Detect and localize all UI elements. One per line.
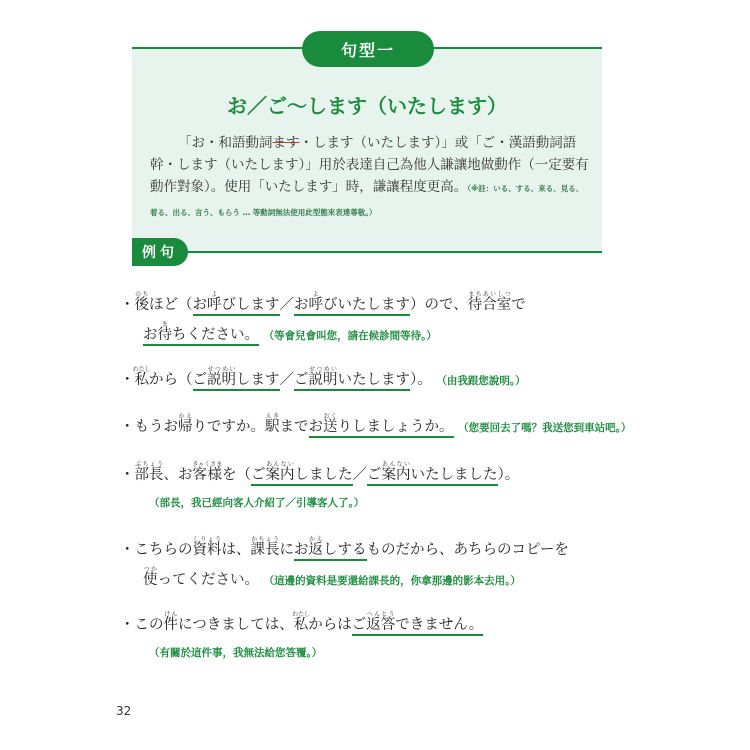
page-number: 32	[116, 704, 132, 718]
example-translation: （有關於這件事，我無法給您答覆。）	[149, 647, 323, 659]
example-sentence-continued: 使つかってください。 （這邊的資料是要還給課長的，你拿那邊的影本去用。）	[143, 566, 521, 588]
highlight-phrase: お返かえしする	[294, 542, 367, 561]
example-sentence: ・私わたしから（ご説明せつめいします／ご説明せつめいいたします）。 （由我跟您說明。）	[120, 365, 620, 395]
example-translation: （這邊的資料是要還給課長的，你拿那邊的影本去用。）	[263, 575, 521, 587]
examples-label: 例句	[132, 238, 188, 266]
highlight-phrase: お呼よびいたします	[294, 297, 410, 316]
pattern-title: お／ご～します（いたします）	[227, 94, 507, 118]
example-sentence: ・後のちほど（お呼よびします／お呼よびいたします）ので、待合室まちあいしつで	[120, 290, 620, 320]
highlight-phrase: ご案内あんないしました	[251, 467, 353, 486]
example-sentence: ・もうお帰かえりですか。駅えきまでお送おくりしましょうか。 （您要回去了嗎？我送您到車站吧。）	[120, 412, 620, 442]
pattern-note: （※註：いる、する、来る、見る、着る、出る、言う、もらう … 等動詞無法使用此型態來表達尊敬。）	[150, 184, 584, 217]
strikethrough-masu: ます	[272, 135, 300, 151]
example-1	[120, 290, 620, 350]
highlight-phrase: ご説明せつめいいたします	[294, 372, 410, 391]
example-3	[120, 412, 632, 442]
highlight-phrase: お送おくりしましょうか。	[309, 419, 454, 438]
pattern-description: 「お・和語動詞ます・します（いたします）」或「ご・漢語動詞語幹・します（いたします）」用於表達自己為他人謙讓地做動作（一定要有動作對象）。使用「いたします」時，謙讓程度更高。（※註：いる、する、来る、見る、着る、出る、言う、もらう … 等動詞無法使用此型態來表達尊敬。）	[150, 135, 589, 217]
example-sentence: ・こちらの資料しりょうは、課長かちょうにお返かえしするものだから、あちらのコピーを	[120, 535, 620, 565]
highlight-phrase: お待まちください。	[143, 327, 259, 346]
example-translation: （等會兒會叫您，請在候診間等待。）	[263, 330, 437, 342]
highlight-phrase: ご案内あんないいたしました	[367, 467, 498, 486]
example-2	[120, 365, 620, 395]
pattern-label: 句型一	[302, 31, 434, 67]
highlight-phrase: お呼よびします	[193, 297, 280, 316]
example-sentence-continued	[120, 320, 620, 350]
example-sentence: ・この件けんにつきましては、私わたしからはご返答へんとうできません。	[120, 610, 620, 640]
example-translation: （由我跟您說明。）	[436, 375, 526, 387]
examples-divider	[132, 251, 602, 253]
example-sentence: ・部長ぶちょう、お客様きゃくさまを（ご案内あんないしました／ご案内あんないいたしました）。	[120, 460, 620, 490]
highlight-phrase: ご返答へんとうできません。	[352, 617, 483, 636]
example-6	[120, 610, 620, 666]
example-5	[120, 535, 620, 595]
example-translation: （您要回去了嗎？我送您到車站吧。）	[458, 422, 632, 434]
example-translation: （部長，我已經向客人介紹了／引導客人了。）	[149, 497, 365, 509]
example-4	[120, 460, 620, 516]
highlight-phrase: ご説明せつめいします	[193, 372, 280, 391]
